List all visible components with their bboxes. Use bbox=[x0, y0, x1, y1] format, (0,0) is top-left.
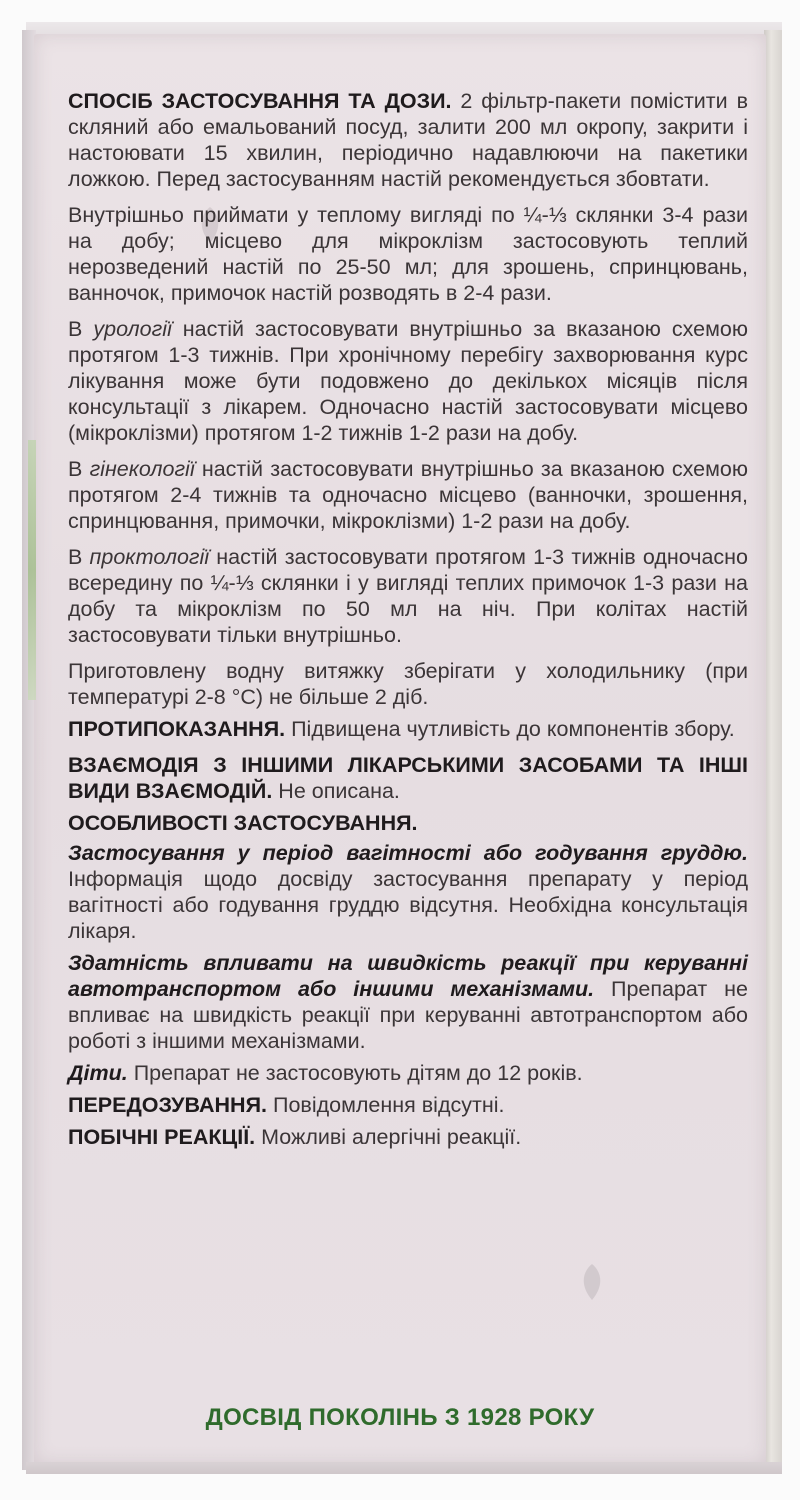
proctology-section bbox=[68, 544, 748, 648]
dosage-text: 2 фільтр-пакети помістити в скляний або емальований посуд, залити 200 мл окропу, закрити і настоювати 15 хвилин, періодично надавлюючи на пакетики ложкою. Перед застосуванням настій рекомендується збовтати. bbox=[68, 89, 748, 191]
driving-section bbox=[68, 950, 748, 1054]
dosage-heading: СПОСІБ ЗАСТОСУВАННЯ ТА ДОЗИ. bbox=[68, 89, 452, 113]
children-heading: Діти. bbox=[68, 1061, 128, 1085]
urology-section bbox=[68, 316, 748, 446]
interactions-heading: ВЗАЄМОДІЯ З ІНШИМИ ЛІКАРСЬКИМИ ЗАСОБАМИ ТА ІНШІ ВИДИ ВЗАЄМОДІЙ. bbox=[68, 753, 748, 803]
instructions-panel bbox=[68, 88, 748, 1156]
side-effects-section bbox=[68, 1124, 748, 1150]
pregnancy-section bbox=[68, 840, 748, 944]
overdose-section bbox=[68, 1092, 748, 1118]
leaf-icon bbox=[572, 1262, 612, 1302]
children-section bbox=[68, 1060, 748, 1086]
urology-text: настій застосовувати внутрішньо за вказаною схемою протягом 1-3 тижнів. При хронічному перебігу захворювання курс лікування може бути подовжено до декількох місяців після консультації з лікарем. Одночасно настій застосовувати місцево (мікроклізми) протягом 1-2 тижнів 1-2 рази на добу. bbox=[68, 317, 748, 445]
proctology-prefix: В bbox=[68, 545, 90, 569]
proctology-text: настій застосовувати протягом 1-3 тижнів одночасно всередину по ¼-⅓ склянки і у вигляді теплих примочок 1-3 рази на добу та мікроклізм по 50 мл на ніч. При колітах настій застосовувати тільки внутрішньо. bbox=[68, 545, 748, 647]
box-side-green-print bbox=[28, 440, 36, 700]
gynecology-prefix: В bbox=[68, 457, 90, 481]
storage-paragraph: Приготовлену водну витяжку зберігати у холодильнику (при температурі 2-8 °С) не більше 2 діб. bbox=[68, 659, 748, 709]
contraindications-section bbox=[68, 716, 748, 742]
driving-heading: Здатність впливати на швидкість реакції при керуванні автотранспортом або іншими механізмами. bbox=[68, 951, 748, 1001]
pregnancy-text: Інформація щодо досвіду застосування препарату у період вагітності або годування груддю відсутня. Необхідна консультація лікаря. bbox=[68, 867, 748, 943]
box-right-edge bbox=[764, 30, 782, 1470]
side-effects-heading: ПОБІЧНІ РЕАКЦІЇ. bbox=[68, 1125, 256, 1149]
side-effects-text: Можливі алергічні реакції. bbox=[255, 1125, 522, 1149]
proctology-term: проктології bbox=[89, 545, 210, 569]
urology-term: урології bbox=[93, 317, 172, 341]
interactions-section bbox=[68, 752, 748, 804]
urology-prefix: В bbox=[68, 317, 94, 341]
gynecology-section bbox=[68, 456, 748, 534]
driving-text: Препарат не впливає на швидкість реакції при керуванні автотранспортом або роботі з іншими механізмами. bbox=[68, 977, 748, 1053]
features-section bbox=[68, 810, 748, 836]
features-heading: ОСОБЛИВОСТІ ЗАСТОСУВАННЯ. bbox=[68, 811, 418, 835]
brand-slogan: ДОСВІД ПОКОЛІНЬ З 1928 РОКУ bbox=[205, 1404, 595, 1431]
box-bottom-edge bbox=[26, 1462, 782, 1474]
gynecology-term: гінекології bbox=[89, 457, 195, 481]
gynecology-text: настій застосовувати внутрішньо за вказаною схемою протягом 2-4 тижнів та одночасно місцево (ванночки, зрошення, спринцювання, примочки, мікроклізми) 1-2 рази на добу. bbox=[68, 457, 748, 533]
pregnancy-heading: Застосування у період вагітності або годування груддю. bbox=[68, 841, 748, 865]
overdose-text: Повідомлення відсутні. bbox=[267, 1093, 505, 1117]
contraindications-text: Підвищена чутливість до компонентів збору. bbox=[285, 717, 735, 741]
contraindications-heading: ПРОТИПОКАЗАННЯ. bbox=[68, 717, 286, 741]
overdose-heading: ПЕРЕДОЗУВАННЯ. bbox=[68, 1093, 268, 1117]
internal-use-paragraph: Внутрішньо приймати у теплому вигляді по ¼-⅓ склянки 3-4 рази на добу; місцево для мікроклізм застосовують теплий нерозведений настій по 25-50 мл; для зрошень, спринцювань, ванночок, примочок настій розводять в 2-4 рази. bbox=[68, 203, 748, 305]
dosage-section bbox=[68, 88, 748, 192]
children-text: Препарат не застосовують дітям до 12 років. bbox=[127, 1061, 583, 1085]
interactions-text: Не описана. bbox=[272, 779, 400, 803]
